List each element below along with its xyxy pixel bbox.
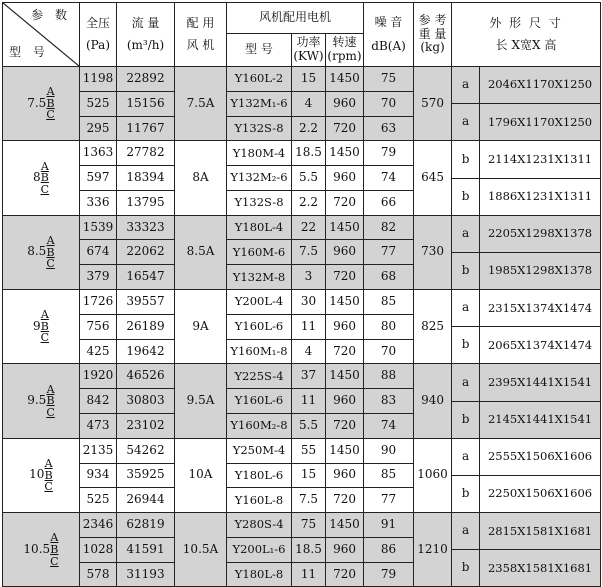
motor-model-cell: Y132S-8 xyxy=(227,190,292,215)
flow-cell: 13795 xyxy=(117,190,175,215)
flow-cell: 30803 xyxy=(117,389,175,414)
pressure-cell: 1363 xyxy=(80,141,117,166)
dims-value-cell: 1796X1170X1250 xyxy=(480,104,601,141)
pressure-cell: 1539 xyxy=(80,215,117,240)
motor-group-header: 风机配用电机 xyxy=(227,3,364,34)
variant-letter: A xyxy=(44,457,53,471)
model-cell xyxy=(3,438,80,512)
variant-letter: B xyxy=(46,96,55,110)
variant-letter: B xyxy=(46,245,55,259)
flow-cell: 46526 xyxy=(117,364,175,389)
table-row xyxy=(3,364,601,376)
power-cell: 5.5 xyxy=(292,413,326,438)
power-cell: 55 xyxy=(292,438,326,463)
pressure-cell: 934 xyxy=(80,463,117,488)
fan-cell: 8.5A xyxy=(175,215,227,289)
noise-cell: 74 xyxy=(364,166,414,191)
flow-cell: 35925 xyxy=(117,463,175,488)
dims-sub: 长 X宽X 高 xyxy=(495,37,557,52)
model-cell xyxy=(3,513,80,587)
model-label: 型 号 xyxy=(9,45,49,60)
speed-cell: 720 xyxy=(326,116,364,141)
fan-spec-table xyxy=(2,2,601,587)
speed-cell: 1450 xyxy=(326,67,364,92)
fan-cell: 7.5A xyxy=(175,67,227,141)
params-model-header xyxy=(3,3,80,67)
variant-letter: C xyxy=(44,480,53,494)
flow-cell: 19642 xyxy=(117,339,175,364)
fan-label-1: 配 用 xyxy=(186,15,215,30)
dims-code-cell: a xyxy=(452,67,480,104)
power-cell: 7.5 xyxy=(292,240,326,265)
noise-cell: 83 xyxy=(364,389,414,414)
noise-cell: 66 xyxy=(364,190,414,215)
speed-cell: 960 xyxy=(326,389,364,414)
speed-cell: 720 xyxy=(326,413,364,438)
motor-model-cell: Y180M-4 xyxy=(227,141,292,166)
pressure-cell: 2135 xyxy=(80,438,117,463)
dims-value-cell: 2205X1298X1378 xyxy=(480,215,601,252)
table-row xyxy=(3,438,601,450)
table-row xyxy=(3,141,601,153)
pressure-cell: 1920 xyxy=(80,364,117,389)
power-cell: 7.5 xyxy=(292,488,326,513)
noise-cell: 79 xyxy=(364,562,414,587)
pressure-label: 全压 xyxy=(85,15,110,30)
power-cell: 22 xyxy=(292,215,326,240)
dims-code-cell: a xyxy=(452,513,480,550)
fan-label-2: 风 机 xyxy=(186,37,215,52)
model-size: 9 xyxy=(32,318,41,333)
noise-cell: 77 xyxy=(364,488,414,513)
motor-model-cell: Y200L-4 xyxy=(227,290,292,315)
weight-cell: 570 xyxy=(414,67,452,141)
variant-letter: B xyxy=(40,171,49,185)
dims-value-cell: 2114X1231X1311 xyxy=(480,141,601,178)
table-row xyxy=(3,290,601,302)
speed-cell: 720 xyxy=(326,265,364,290)
pressure-cell: 336 xyxy=(80,190,117,215)
motor-model-cell: Y250M-4 xyxy=(227,438,292,463)
flow-cell: 26944 xyxy=(117,488,175,513)
flow-cell: 54262 xyxy=(117,438,175,463)
variant-letter: A xyxy=(40,159,49,173)
motor-model-cell: Y280S-4 xyxy=(227,513,292,538)
pressure-cell: 1726 xyxy=(80,290,117,315)
table-body xyxy=(3,67,601,587)
motor-model-cell: Y180L-8 xyxy=(227,562,292,587)
variant-letter: A xyxy=(46,234,55,248)
weight-label-1: 参 考 xyxy=(418,12,447,27)
motor-model-cell: Y132M-8 xyxy=(227,265,292,290)
power-cell: 18.5 xyxy=(292,537,326,562)
pressure-cell: 1028 xyxy=(80,537,117,562)
pressure-cell: 842 xyxy=(80,389,117,414)
speed-header xyxy=(326,34,364,67)
dims-value-cell: 2815X1581X1681 xyxy=(480,513,601,550)
model-variants xyxy=(46,384,54,419)
dims-code-cell: b xyxy=(452,401,480,438)
params-label: 参 数 xyxy=(31,8,71,22)
pressure-cell: 525 xyxy=(80,91,117,116)
weight-cell: 730 xyxy=(414,215,452,289)
noise-header xyxy=(364,3,414,67)
model-variants xyxy=(41,309,49,344)
model-size: 10 xyxy=(29,467,45,482)
flow-cell: 39557 xyxy=(117,290,175,315)
power-cell: 2.2 xyxy=(292,116,326,141)
pressure-cell: 295 xyxy=(80,116,117,141)
noise-cell: 77 xyxy=(364,240,414,265)
power-cell: 75 xyxy=(292,513,326,538)
dims-value-cell: 1886X1231X1311 xyxy=(480,178,601,215)
speed-cell: 960 xyxy=(326,240,364,265)
model-variants xyxy=(46,86,54,121)
variant-letter: B xyxy=(46,394,55,408)
dims-label: 外 形 尺 寸 xyxy=(489,15,563,30)
noise-cell: 75 xyxy=(364,67,414,92)
noise-cell: 74 xyxy=(364,413,414,438)
dims-value-cell: 2555X1506X1606 xyxy=(480,438,601,475)
model-variants xyxy=(46,235,54,270)
flow-cell: 23102 xyxy=(117,413,175,438)
noise-cell: 63 xyxy=(364,116,414,141)
variant-letter: A xyxy=(46,382,55,396)
noise-cell: 86 xyxy=(364,537,414,562)
flow-cell: 41591 xyxy=(117,537,175,562)
dims-value-cell: 2395X1441X1541 xyxy=(480,364,601,401)
speed-cell: 960 xyxy=(326,91,364,116)
noise-cell: 79 xyxy=(364,141,414,166)
dims-value-cell: 2046X1170X1250 xyxy=(480,67,601,104)
dims-code-cell: a xyxy=(452,438,480,475)
motor-model-cell: Y225S-4 xyxy=(227,364,292,389)
variant-letter: C xyxy=(40,182,50,196)
model-cell xyxy=(3,67,80,141)
power-cell: 15 xyxy=(292,463,326,488)
fan-cell: 9.5A xyxy=(175,364,227,438)
flow-cell: 62819 xyxy=(117,513,175,538)
variant-letter: C xyxy=(50,554,59,568)
dims-code-cell: a xyxy=(452,104,480,141)
flow-cell: 22892 xyxy=(117,67,175,92)
motor-model-cell: Y132M₂-6 xyxy=(227,166,292,191)
model-cell xyxy=(3,215,80,289)
flow-unit: (m³/h) xyxy=(126,37,165,52)
model-size: 7.5 xyxy=(27,95,47,110)
noise-cell: 70 xyxy=(364,339,414,364)
motor-model-cell: Y160L-6 xyxy=(227,314,292,339)
dims-code-cell: b xyxy=(452,141,480,178)
weight-cell: 1060 xyxy=(414,438,452,512)
variant-letter: B xyxy=(44,468,53,482)
power-cell: 4 xyxy=(292,339,326,364)
pressure-cell: 674 xyxy=(80,240,117,265)
flow-cell: 16547 xyxy=(117,265,175,290)
speed-cell: 1450 xyxy=(326,215,364,240)
dims-value-cell: 2065X1374X1474 xyxy=(480,327,601,364)
power-cell: 30 xyxy=(292,290,326,315)
speed-label: 转速 xyxy=(332,35,357,50)
flow-header xyxy=(117,3,175,67)
flow-cell: 15156 xyxy=(117,91,175,116)
table-header xyxy=(3,3,601,67)
flow-cell: 26189 xyxy=(117,314,175,339)
model-size: 9.5 xyxy=(27,393,47,408)
model-cell xyxy=(3,141,80,215)
noise-cell: 68 xyxy=(364,265,414,290)
model-cell xyxy=(3,364,80,438)
power-cell: 37 xyxy=(292,364,326,389)
variant-letter: B xyxy=(50,542,59,556)
pressure-cell: 578 xyxy=(80,562,117,587)
dims-value-cell: 2358X1581X1681 xyxy=(480,550,601,587)
speed-cell: 960 xyxy=(326,166,364,191)
noise-cell: 85 xyxy=(364,290,414,315)
motor-model-cell: Y160L-2 xyxy=(227,67,292,92)
flow-cell: 22062 xyxy=(117,240,175,265)
dims-code-cell: b xyxy=(452,475,480,512)
speed-cell: 1450 xyxy=(326,364,364,389)
fan-cell: 10A xyxy=(175,438,227,512)
motor-model-cell: Y180L-6 xyxy=(227,463,292,488)
speed-cell: 720 xyxy=(326,488,364,513)
dims-value-cell: 2250X1506X1606 xyxy=(480,475,601,512)
pressure-cell: 379 xyxy=(80,265,117,290)
noise-cell: 91 xyxy=(364,513,414,538)
variant-letter: C xyxy=(46,257,55,271)
noise-cell: 88 xyxy=(364,364,414,389)
variant-letter: B xyxy=(40,319,49,333)
dims-value-cell: 2315X1374X1474 xyxy=(480,290,601,327)
model-variants xyxy=(41,161,49,196)
fan-header xyxy=(175,3,227,67)
flow-cell: 27782 xyxy=(117,141,175,166)
motor-model-cell: Y160M₁-8 xyxy=(227,339,292,364)
fan-cell: 9A xyxy=(175,290,227,364)
power-cell: 11 xyxy=(292,314,326,339)
noise-cell: 70 xyxy=(364,91,414,116)
power-header xyxy=(292,34,326,67)
weight-unit: (kg) xyxy=(420,40,445,55)
motor-model-cell: Y132S-8 xyxy=(227,116,292,141)
pressure-cell: 473 xyxy=(80,413,117,438)
speed-cell: 720 xyxy=(326,562,364,587)
speed-cell: 720 xyxy=(326,190,364,215)
pressure-cell: 425 xyxy=(80,339,117,364)
weight-cell: 940 xyxy=(414,364,452,438)
fan-cell: 8A xyxy=(175,141,227,215)
variant-letter: C xyxy=(46,405,55,419)
variant-letter: C xyxy=(40,331,50,345)
weight-label-2: 重 量 xyxy=(418,26,447,41)
weight-header xyxy=(414,3,452,67)
model-size: 10.5 xyxy=(23,541,51,556)
pressure-header xyxy=(80,3,117,67)
pressure-unit: (Pa) xyxy=(85,37,111,52)
model-variants xyxy=(44,458,52,493)
pressure-cell: 1198 xyxy=(80,67,117,92)
dims-value-cell: 1985X1298X1378 xyxy=(480,252,601,289)
pressure-cell: 597 xyxy=(80,166,117,191)
flow-label: 流 量 xyxy=(131,15,160,30)
power-cell: 15 xyxy=(292,67,326,92)
speed-cell: 720 xyxy=(326,339,364,364)
weight-cell: 1210 xyxy=(414,513,452,587)
table-row xyxy=(3,215,601,227)
pressure-cell: 525 xyxy=(80,488,117,513)
weight-cell: 825 xyxy=(414,290,452,364)
dims-code-cell: a xyxy=(452,364,480,401)
dims-code-cell: b xyxy=(452,550,480,587)
motor-model-header: 型 号 xyxy=(227,34,292,67)
dims-code-cell: b xyxy=(452,252,480,289)
flow-cell: 11767 xyxy=(117,116,175,141)
pressure-cell: 2346 xyxy=(80,513,117,538)
power-label: 功率 xyxy=(296,35,321,50)
speed-cell: 1450 xyxy=(326,141,364,166)
speed-cell: 1450 xyxy=(326,438,364,463)
motor-model-cell: Y132M₁-6 xyxy=(227,91,292,116)
power-unit: (KW) xyxy=(293,49,324,63)
flow-cell: 31193 xyxy=(117,562,175,587)
variant-letter: A xyxy=(50,531,59,545)
table-row xyxy=(3,67,601,79)
power-cell: 11 xyxy=(292,389,326,414)
motor-model-cell: Y160M₂-8 xyxy=(227,413,292,438)
motor-model-cell: Y200L₁-6 xyxy=(227,537,292,562)
pressure-cell: 756 xyxy=(80,314,117,339)
power-cell: 5.5 xyxy=(292,166,326,191)
speed-cell: 1450 xyxy=(326,513,364,538)
speed-cell: 960 xyxy=(326,463,364,488)
speed-unit: (rpm) xyxy=(327,49,362,63)
table-row xyxy=(3,513,601,525)
power-cell: 3 xyxy=(292,265,326,290)
noise-cell: 85 xyxy=(364,463,414,488)
dims-value-cell: 2145X1441X1541 xyxy=(480,401,601,438)
model-size: 8.5 xyxy=(27,244,47,259)
variant-letter: A xyxy=(46,85,55,99)
dims-code-cell: a xyxy=(452,215,480,252)
motor-model-cell: Y160M-6 xyxy=(227,240,292,265)
weight-cell: 645 xyxy=(414,141,452,215)
noise-unit: dB(A) xyxy=(371,38,406,53)
power-cell: 11 xyxy=(292,562,326,587)
dims-code-cell: a xyxy=(452,290,480,327)
dims-code-cell: b xyxy=(452,178,480,215)
power-cell: 4 xyxy=(292,91,326,116)
speed-cell: 960 xyxy=(326,537,364,562)
variant-letter: C xyxy=(46,108,55,122)
fan-cell: 10.5A xyxy=(175,513,227,587)
flow-cell: 33323 xyxy=(117,215,175,240)
motor-model-cell: Y160L-6 xyxy=(227,389,292,414)
motor-model-cell: Y160L-8 xyxy=(227,488,292,513)
noise-cell: 90 xyxy=(364,438,414,463)
variant-letter: A xyxy=(40,308,49,322)
noise-label: 噪 音 xyxy=(374,14,403,29)
power-cell: 18.5 xyxy=(292,141,326,166)
dims-code-cell: b xyxy=(452,327,480,364)
noise-cell: 80 xyxy=(364,314,414,339)
model-cell xyxy=(3,290,80,364)
power-cell: 2.2 xyxy=(292,190,326,215)
noise-cell: 82 xyxy=(364,215,414,240)
flow-cell: 18394 xyxy=(117,166,175,191)
motor-model-cell: Y180L-4 xyxy=(227,215,292,240)
model-size: 8 xyxy=(32,170,41,185)
speed-cell: 960 xyxy=(326,314,364,339)
dims-header xyxy=(452,3,601,67)
speed-cell: 1450 xyxy=(326,290,364,315)
model-variants xyxy=(50,532,58,567)
